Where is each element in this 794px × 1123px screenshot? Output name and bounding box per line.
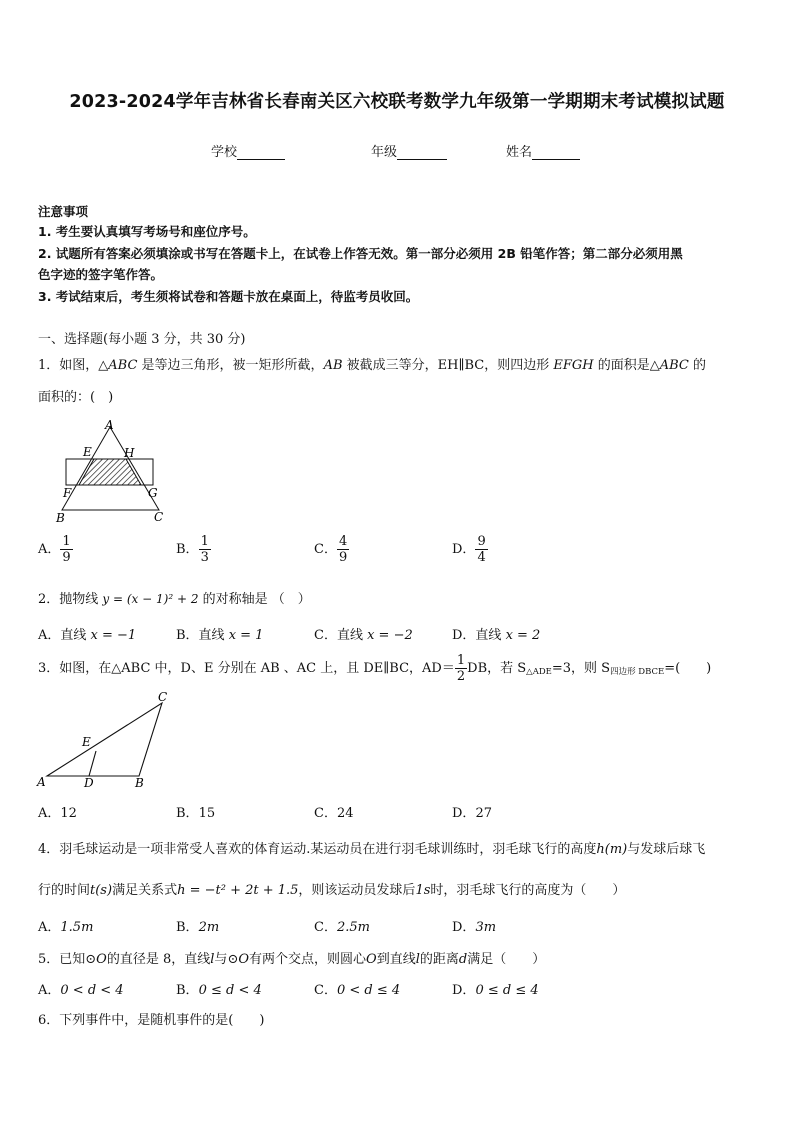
question-5-stem: 5．已知⊙O的直径是 8，直线l与⊙O有两个交点，则圆心O到直线l的距离d满足（ ） xyxy=(38,952,546,967)
q5-option-d[interactable]: D．0 ≤ d ≤ 4 xyxy=(452,983,539,998)
q1-option-c[interactable]: C． $\frac{4}{9}$ xyxy=(314,534,348,565)
label-A: A xyxy=(105,418,114,432)
label-B: B xyxy=(56,511,65,525)
grade-field xyxy=(371,141,447,160)
school-blank xyxy=(237,145,285,160)
label-B: B xyxy=(135,776,144,790)
q2-option-c[interactable]: C．直线 x = −2 xyxy=(314,628,413,643)
name-label: 姓名 xyxy=(506,145,533,160)
label-C: C xyxy=(158,690,168,704)
label-F: F xyxy=(63,486,72,500)
question-2-stem: 2．抛物线 y = (x − 1)² + 2 的对称轴是 （ ） xyxy=(38,592,311,607)
notice-item: 色字迹的签字笔作答。 xyxy=(38,267,164,282)
name-blank xyxy=(532,145,580,160)
q1-option-d[interactable]: D． $\frac{9}{4}$ xyxy=(452,534,486,565)
notice-heading: 注意事项 xyxy=(38,204,89,219)
grade-label: 年级 xyxy=(371,145,398,160)
notice-item: 2. 试题所有答案必须填涂或书写在答题卡上，在试卷上作答无效。第一部分必须用 2B 铅笔作答；第二部分必须用黑 xyxy=(38,246,683,261)
q2-option-d[interactable]: D．直线 x = 2 xyxy=(452,628,541,643)
school-field xyxy=(211,141,285,160)
q4-option-a[interactable]: A．1.5m xyxy=(38,920,94,935)
question-4-stem-line2: 行的时间t(s)满足关系式h = −t² + 2t + 1.5，则该运动员发球后1s时，羽毛球飞行的高度为（ ） xyxy=(38,883,626,898)
q3-figure xyxy=(34,688,174,790)
q1-option-b[interactable]: B． $\frac{1}{3}$ xyxy=(176,534,209,565)
q5-option-b[interactable]: B．0 ≤ d < 4 xyxy=(176,983,262,998)
triangle-abc xyxy=(47,703,162,776)
q5-option-c[interactable]: C．0 < d ≤ 4 xyxy=(314,983,401,998)
label-C: C xyxy=(154,510,164,524)
school-label: 学校 xyxy=(211,145,238,160)
grade-blank xyxy=(397,145,447,160)
section-heading: 一、选择题(每小题 3 分，共 30 分) xyxy=(38,332,246,347)
question-1-stem-line2: 面积的：( ) xyxy=(38,390,114,405)
q4-option-d[interactable]: D．3m xyxy=(452,920,497,935)
label-E: E xyxy=(82,735,91,749)
q4-option-c[interactable]: C．2.5m xyxy=(314,920,370,935)
question-1-stem: 1．如图，△ABC 是等边三角形，被一矩形所截，AB 被截成三等分，EH∥BC，则四边形 EFGH 的面积是△ABC 的 xyxy=(38,358,707,373)
notice-item: 3. 考试结束后，考生须将试卷和答题卡放在桌面上，待监考员收回。 xyxy=(38,289,419,304)
q4-option-b[interactable]: B．2m xyxy=(176,920,220,935)
question-3-stem: 3．如图，在△ABC 中，D、E 分别在 AB 、AC 上，且 DE∥BC，AD＝ $\frac{1}{2}$ DB，若 $S_{\triangle ADE}=3$，则 $S_{四边形 DBCE}=$( ) xyxy=(38,653,712,684)
q1-figure xyxy=(50,415,180,527)
q2-option-b[interactable]: B．直线 x = 1 xyxy=(176,628,264,643)
notice-item: 1. 考生要认真填写考场号和座位序号。 xyxy=(38,224,256,239)
label-H: H xyxy=(124,446,135,460)
label-A: A xyxy=(37,775,46,789)
label-G: G xyxy=(148,486,158,500)
q3-option-b[interactable]: B．15 xyxy=(176,806,216,821)
name-field xyxy=(506,141,580,160)
label-E: E xyxy=(83,445,92,459)
q1-option-a[interactable]: A． $\frac{1}{9}$ xyxy=(38,534,71,565)
segment-de xyxy=(89,751,96,776)
q3-option-d[interactable]: D．27 xyxy=(452,806,492,821)
q5-option-a[interactable]: A．0 < d < 4 xyxy=(38,983,124,998)
question-4-stem: 4．羽毛球运动是一项非常受人喜欢的体育运动.某运动员在进行羽毛球训练时，羽毛球飞行的高度h(m)与发球后球飞 xyxy=(38,842,706,857)
q3-option-a[interactable]: A．12 xyxy=(38,806,77,821)
label-D: D xyxy=(84,776,94,790)
page-title: 2023-2024学年吉林省长春南关区六校联考数学九年级第一学期期末考试模拟试题 xyxy=(69,92,725,112)
q2-option-a[interactable]: A．直线 x = −1 xyxy=(38,628,137,643)
q3-option-c[interactable]: C．24 xyxy=(314,806,354,821)
question-6-stem: 6．下列事件中，是随机事件的是( ) xyxy=(38,1013,265,1028)
